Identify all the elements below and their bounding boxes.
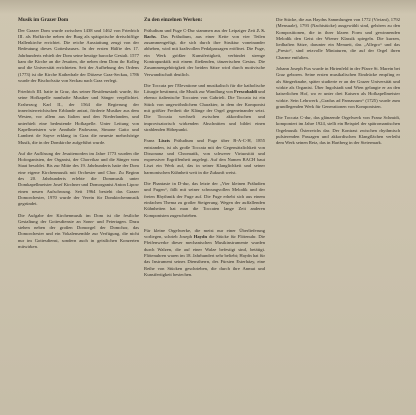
scan-shadow	[0, 0, 416, 14]
text-run: die Stücke für Flötenuhr. Die Pfeifenwerke dieser mechanischen Musikinstrumente wurden durch Walzen, die auf einer Walze befestigt sind, betätigt. Flötenuhren waren im 18. Jahrhundert sehr beliebt; Haydn hat für das Instrument seines Dienstherrn, des Fürsten Esterházy, eine Reihe von Stücken geschrieben, die durch ihre Anmut und Kunstfertigkeit bestechen.	[144, 234, 265, 277]
paragraph	[144, 138, 265, 176]
paragraph	[144, 228, 265, 278]
paragraph: Friedrich III. hatte in Graz, das seiner Residenzstadt wurde, für seine Hofkapelle namhafte Musiker und Sänger verpflichtet. Erzherzog Karl II., der 1564 die Regierung der innerösterreichischen Erblande antrat, förderte Musiker aus dem Westen, vor allem aus Italien und den Niederlanden, und unterhielt eine bedeutende Hofkapelle. Unter Leitung von Kapellmeistern wie Annibale Padovano, Simone Gatto und Lambert de Sayve erklang in Graz die neueste mehrchörige Musik, die in der Domkirche aufgeführt wurde.	[18, 89, 139, 145]
composer-name: Liszts	[158, 138, 170, 144]
text-run: Präludium und Fuge über B-A-C-H, 1855 entstanden, ist als große Toccata mit der Gegensätzlichkeit von Dissonanz und Chromatik, von schwerer Virtuosität und expressiver Ergriffenheit angelegt. Auf den Namen BACH baut Liszt ein Werk auf, das in seiner Klanglichkeit und seiner harmonischen Kühnheit weit in die Zukunft weist.	[144, 138, 265, 175]
paragraph	[144, 83, 265, 133]
text-run: Die Toccata per l'Elevatione und musikalisch für die katholische Liturgie bestimmt, die Musik zur Wandlung von	[144, 82, 265, 95]
section-heading-works: Zu den einzelnen Werken:	[144, 17, 203, 23]
paragraph	[144, 28, 265, 78]
paragraph: Auf die Auflösung der Jesuitenorden im Jahre 1773 wurden die Hoforganisten, der Organist, der Chorvikar und die Sänger vom Staat besoldet. Bis zur Mitte des 19. Jahrhunderts hatte der Dom eine eigene Kirchenmusik mit Orchester und Chor. Zu Beginn des 20. Jahrhunderts erlebte die Dommusik unter Domkapellmeister Josef Kirchner und Domorganist Anton Lipow einen neuen Aufschwung. Seit 1964 besteht das Grazer Domorchester, 1970 wurde der Verein für Domkirchenmusik gegründet.	[18, 150, 139, 207]
paragraph: Die Stücke, die aus Haydns Sammlungen von 1772 (Viviani), 1792 (Mensuale), 1793 (Nachtstücke) ausgewählt sind, gehören zu den Kompositionen, die in ihrer klaren Form und gewinnenden Melodik den Geist der Wiener Klassik spiegeln. Die kurzen, liedhaften Sätze, darunter ein Menuett, das „Allegro“ und das „Presto“, sind reizvolle Miniaturen, die auf der Orgel ihren Charme entfalten.	[276, 17, 400, 60]
column-right	[276, 17, 400, 152]
text-run: Franz	[144, 138, 155, 144]
paragraph: Die Toccata C-dur, das glänzende Orgelwerk von Franz Schmidt, komponiert im Jahre 1924, stellt ein Beispiel der spätromantischen Orgelmusik Österreichs dar. Der Kontrast zwischen rhythmisch pulsierenden Passagen und akkordischen Klangflächen verleiht dem Werk seinen Reiz, das in Hartberg in der Steiermark.	[276, 115, 400, 146]
text-run: und ebenso italienische Toccaten von Gabrieli. Die Toccata ist ein Stück von ungewöhnlichem Charakter, in dem der Komponist mit größter Freiheit die Klänge der Orgel gegeneinander setzt. Die Toccata wechselt zwischen akkordischen und improvisatorisch wirkenden Abschnitten und bildet einen strahlenden Höhepunkt.	[144, 89, 265, 132]
paragraph: Die Phantasie in D-dur, das letzte der „Vier kleinen Präludien und Fugen“, fällt mit seiner schwungvollen Melodik und der freien Rhythmik der Fuge auf. Die Fuge erhebt sich aus einem einfachen Thema zu großer Steigerung. Wegen der auffallenden Kühnheiten hat man die Toccaten lange Zeit anderen Komponisten zugeschrieben.	[144, 181, 265, 218]
composer-name: J. S. Bachs	[144, 27, 265, 39]
text-run: Präludium und Fuge C-Dur stammen aus der Leipziger Zeit	[144, 27, 256, 33]
paragraph: Die Aufgabe der Kirchenmusik im Dom ist die festliche Gestaltung der Gottesdienste an Sonn- und Feiertagen. Dazu stehen neben der großen Domorgel der Domchor, das Domorchester und ein Vokalensemble zur Verfügung, die nicht nur im Gottesdienst, sondern auch in geistlichen Konzerten mitwirken.	[18, 212, 139, 249]
column-left	[18, 17, 139, 255]
text-run: Für kleine Orgelwerke, die meist nur einer Überlieferung vorliegen, schrieb Joseph	[144, 227, 265, 240]
section-heading-music-in-cathedral: Musik im Grazer Dom	[18, 17, 69, 23]
paragraph: Johann Joseph Fux wurde in Hirtenfeld in der Pfarre St. Marein bei Graz geboren. Seine ersten musikalischen Eindrücke empfing er als Sängerknabe, später studierte er an der Grazer Universität und wirkte als Organist. Über Ingolstadt und Wien gelangte er an den kaiserlichen Hof, wo er unter drei Kaisern als Hofkapellmeister wirkte. Sein Lehrwerk „Gradus ad Parnassum“ (1725) wurde zum grundlegenden Werk für Generationen von Komponisten.	[276, 66, 400, 109]
column-middle	[144, 17, 265, 283]
composer-name: Frescobaldi	[234, 89, 257, 95]
composer-name: Haydn	[193, 234, 208, 240]
text-run: . Das Präludium, aus einer Kette von vier Teilen zusammengefügt, die sich durch ihre Struktur voneinander abheben, wird mit kraftvollen Pedalpassagen eröffnet. Die Fuge, ein Werk größter Kunstfertigkeit, verbindet strenge Kontrapunktik mit einem fließenden, tänzerischen Gestus. Die Zusammengehörigkeit der beiden Sätze wird durch motivische Verwandtschaft deutlich.	[144, 33, 265, 77]
paragraph: Der Grazer Dom wurde zwischen 1438 und 1462 von Friedrich III. als Hofkirche neben der Burg als spätgotische dreischiffige Hallenkirche errichtet. Die reiche Ausstattung zeugt von der Bedeutung dieses Gotteshauses. In der ersten Hälfte des 17. Jahrhunderts erhielt der Dom seine heutige barocke Gestalt. 1577 kam die Kirche an die Jesuiten, die neben dem Dom ihr Kolleg und die Universität errichteten. Seit der Aufhebung des Ordens (1773) ist die Kirche Kathedrale der Diözese Graz-Seckau, 1786 wurde der Bischofssitz von Seckau nach Graz verlegt.	[18, 27, 139, 83]
